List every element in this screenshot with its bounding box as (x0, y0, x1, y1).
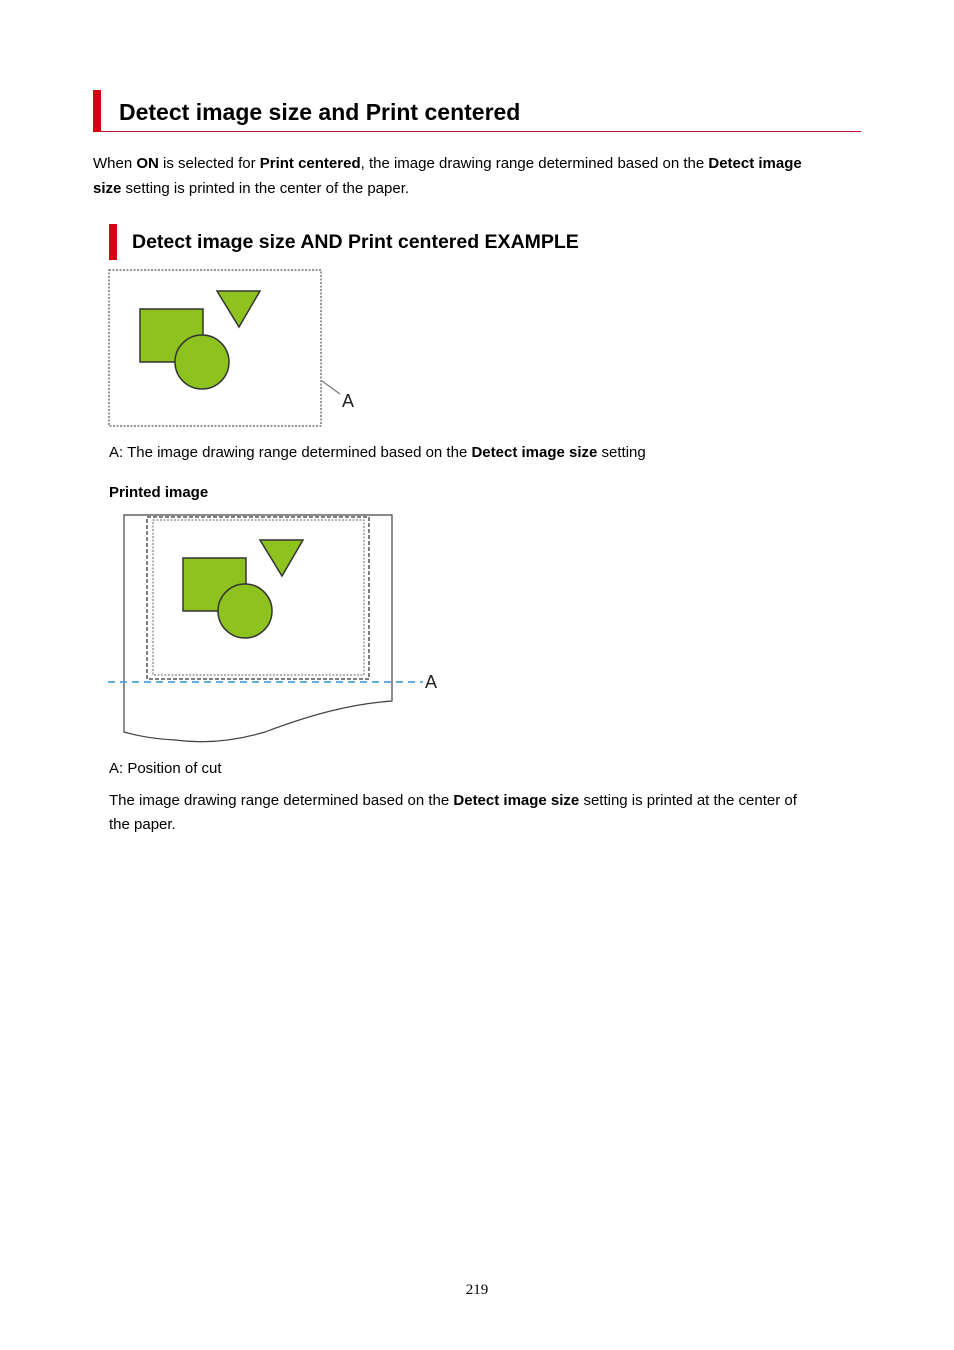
caption-bold: Detect image size (471, 444, 598, 461)
example-title: Detect image size AND Print centered EXAMPLE (132, 231, 579, 253)
page-number: 219 (465, 1282, 489, 1298)
outro-text: setting is printed at the center of (579, 792, 797, 809)
caption-text: setting (597, 444, 646, 461)
outro-line-2: the paper. (109, 816, 176, 833)
section-heading (93, 90, 861, 132)
figure1-caption (109, 440, 646, 465)
intro-bold-print-centered: Print centered (259, 155, 361, 172)
intro-line-2 (93, 176, 409, 201)
callout-label-a: A (342, 391, 355, 411)
intro-text: setting is printed in the center of the paper. (121, 180, 410, 197)
outro-bold: Detect image size (453, 792, 580, 809)
intro-bold-on: ON (136, 155, 159, 172)
detect-range-figure (105, 266, 365, 432)
printed-image-figure (105, 510, 450, 746)
printed-image-label: Printed image (109, 484, 209, 501)
cut-label-a: A (425, 672, 438, 692)
caption-text: A: The image drawing range determined based on the (109, 444, 472, 461)
callout-leader-line (322, 381, 340, 394)
intro-text: is selected for (158, 155, 260, 172)
intro-text: , the image drawing range determined based on the (360, 155, 709, 172)
intro-bold-detect-image: Detect image (708, 155, 802, 172)
intro-bold-size: size (93, 180, 122, 197)
intro-text: When (93, 155, 137, 172)
outro-text: The image drawing range determined based on the (109, 792, 454, 809)
figure2-caption: A: Position of cut (109, 760, 222, 777)
intro-line-1 (93, 151, 802, 176)
circle-shape (218, 584, 272, 638)
page-title: Detect image size and Print centered (119, 99, 521, 125)
circle-shape (175, 335, 229, 389)
subheading-accent-bar (109, 224, 117, 260)
outro-line-1 (109, 788, 797, 813)
heading-accent-bar (93, 90, 101, 132)
